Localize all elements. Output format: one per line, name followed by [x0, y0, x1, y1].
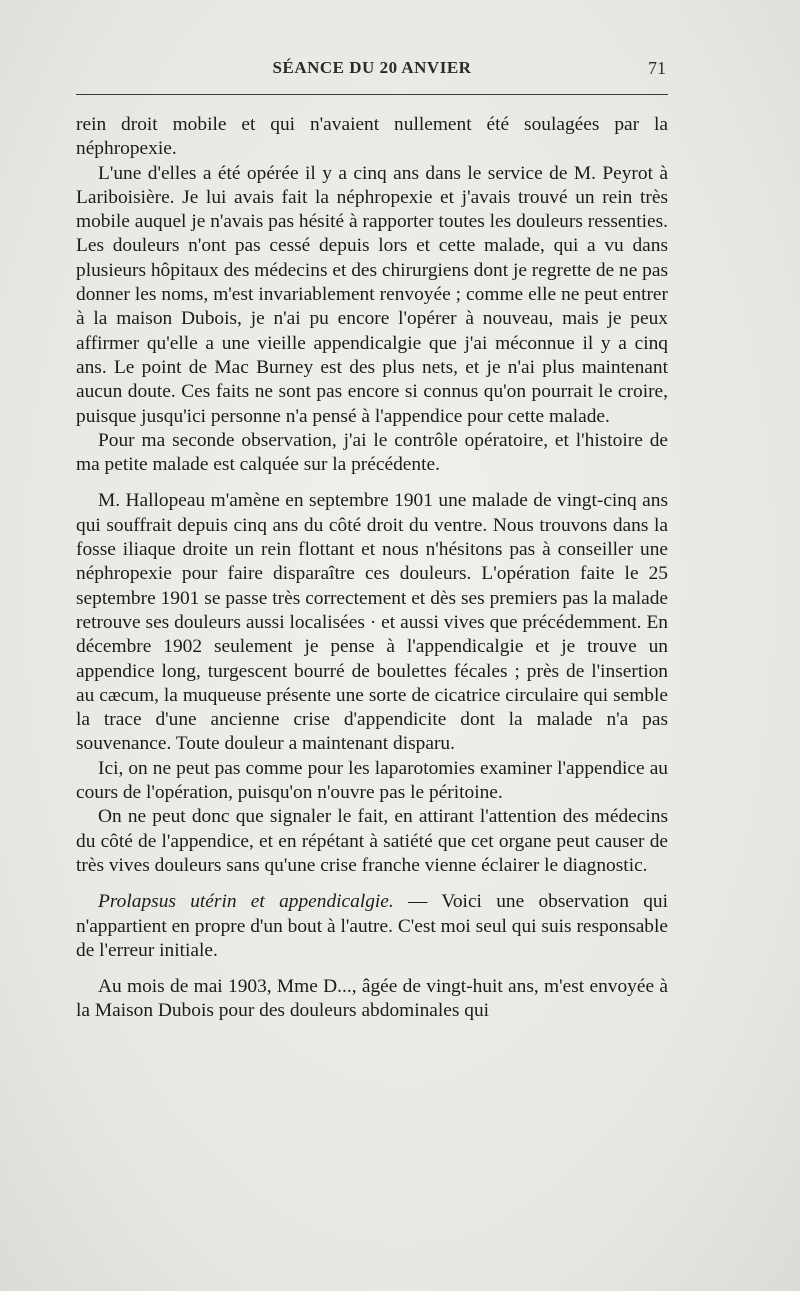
paragraph-second-observation: Pour ma seconde observation, j'ai le contrôle opératoire, et l'histoire de ma petite malade est calquée sur la précédente. [76, 429, 668, 476]
page-number: 71 [648, 58, 666, 78]
paragraph-hallopeau-case: M. Hallopeau m'amène en septembre 1901 une malade de vingt-cinq ans qui souffrait depuis cinq ans du côté droit du ventre. Nous trouvons dans la fosse iliaque droite un rein flottant et nous n'hésitons pas à conseiller une néphropexie pour faire disparaître ces douleurs. L'opération faite le 25 septembre 1901 se passe très correctement et dès ses premiers pas la malade retrouve ses douleurs aussi localisées · et aussi vives que précédemment. En décembre 1902 seulement je pense à l'appendicalgie et je trouve un appendice long, turgescent bourré de boulettes fécales ; près de l'insertion au cæcum, la muqueuse présente une sorte de cicatrice circulaire qui semble la trace d'une ancienne crise d'appendicite dont la malade n'a pas souvenance. Toute douleur a maintenant disparu. [76, 490, 668, 755]
section-text: — Voici une observation qui n'appartient en propre d'un bout à l'autre. C'est moi seul qui suis responsable de l'erreur initiale. [76, 891, 668, 961]
paragraph-continuation: rein droit mobile et qui n'avaient nullement été soulagées par la néphropexie. [76, 114, 668, 160]
paragraph-laparotomy-note: Ici, on ne peut pas comme pour les laparotomies examiner l'appendice au cours de l'opération, puisqu'on n'ouvre pas le péritoine. [76, 757, 668, 804]
paragraph-prolapsus-section [76, 890, 668, 963]
paragraph-conclusion: On ne peut donc que signaler le fait, en attirant l'attention des médecins du côté de l'appendice, et en répétant à satiété que cet organe peut causer de très vives douleurs sans qu'une crise franche vienne éclairer le diagnostic. [76, 806, 668, 876]
page-header [76, 58, 668, 86]
body-text [76, 113, 668, 1024]
header-rule [76, 94, 668, 95]
paragraph-first-case: L'une d'elles a été opérée il y a cinq ans dans le service de M. Peyrot à Lariboisière. Je lui avais fait la néphropexie et j'avais trouvé un rein très mobile auquel je n'avais pas hésité à rapporter toutes les douleurs ressenties. Les douleurs n'ont pas cessé depuis lors et cette malade, qui a vu dans plusieurs hôpitaux des médecins et des chirurgiens dont je regrette de ne pas donner les noms, m'est invariablement renvoyée ; comme elle ne peut entrer à la maison Dubois, je n'ai pu encore l'opérer à nouveau, mais je peux affirmer qu'elle a une vieille appendicalgie que j'ai méconnue il y a cinq ans. Le point de Mac Burney est des plus nets, et je n'ai plus maintenant aucun doute. Ces faits ne sont pas encore si connus qu'on pourrait le croire, puisque jusqu'ici personne n'a pensé à l'appendice pour cette malade. [76, 162, 668, 427]
section-heading: Prolapsus utérin et appendicalgie. [98, 891, 394, 913]
paragraph-may-1903: Au mois de mai 1903, Mme D..., âgée de vingt-huit ans, m'est envoyée à la Maison Dubois pour des douleurs abdominales qui [76, 976, 668, 1022]
running-head: SÉANCE DU 20 ANVIER [272, 58, 472, 77]
